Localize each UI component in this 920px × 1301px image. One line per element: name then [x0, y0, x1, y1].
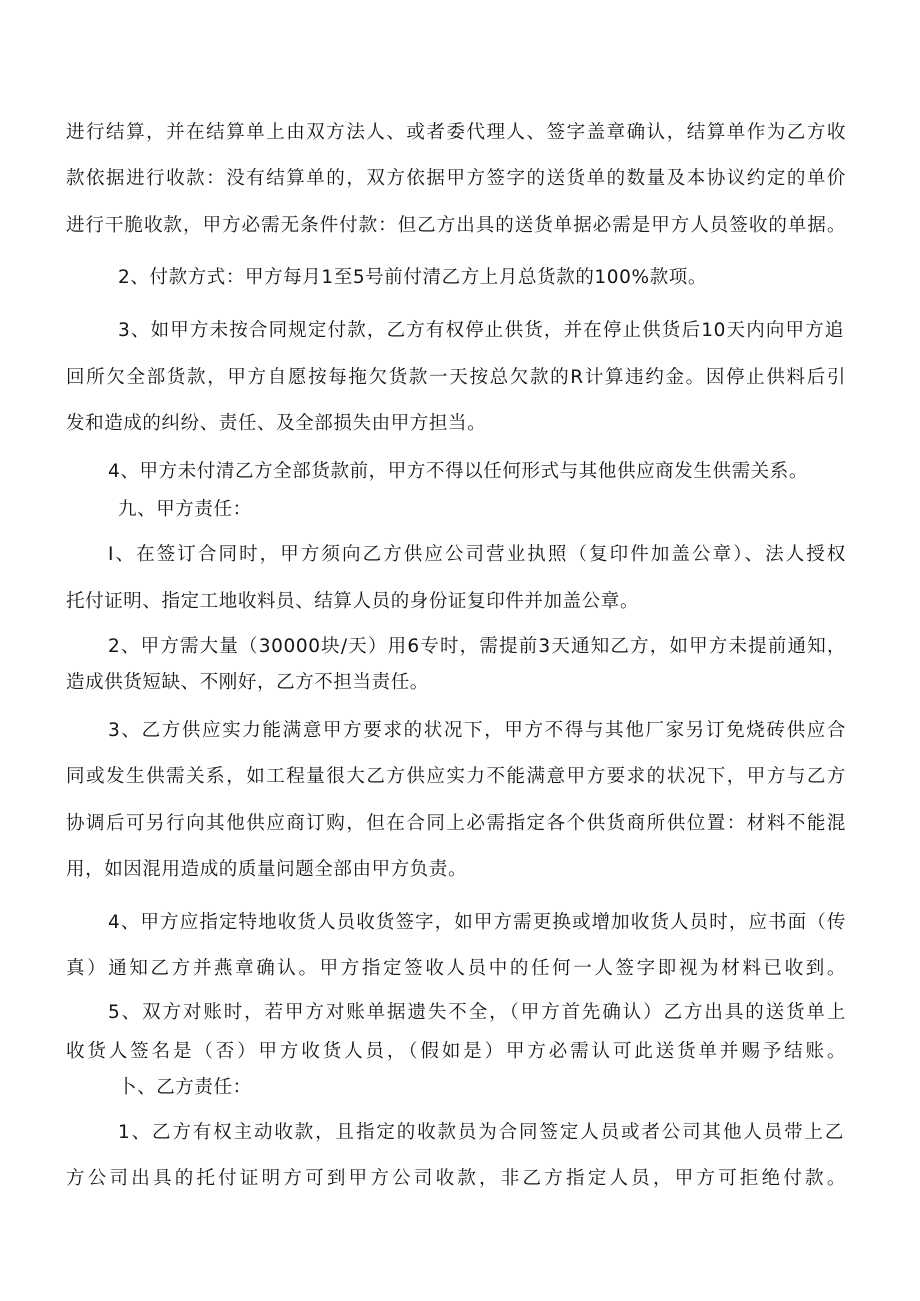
- text-line: 进行结算，并在结算单上由双方法人、或者委代理人、签字盖章确认，结算单作为乙方收: [66, 122, 846, 143]
- section-heading: 九、甲方责任：: [118, 499, 252, 520]
- text-line: 收货人签名是（否）甲方收货人员，（假如是）甲方必需认可此送货单并赐予结账。: [66, 1041, 846, 1062]
- text-line: 2、甲方需大量（30000块/天）用6专时，需提前3天通知乙方，如甲方未提前通知，: [108, 636, 846, 657]
- text-line: 托付证明、指定工地收料员、结算人员的身份证复印件并加盖公章。: [66, 591, 640, 612]
- text-line: 款依据进行收款：没有结算单的，双方依据甲方签字的送货单的数量及本协议约定的单价: [66, 168, 846, 189]
- section-heading: 卜、乙方责任：: [118, 1077, 252, 1098]
- text-line: 用，如因混用造成的质量问题全部由甲方负责。: [66, 859, 468, 880]
- text-line: 真）通知乙方并燕章确认。甲方指定签收人员中的任何一人签字即视为材料已收到。: [66, 958, 846, 979]
- text-line: 发和造成的纠纷、责任、及全部损失由甲方担当。: [66, 413, 487, 434]
- text-line: 3、如甲方未按合同规定付款，乙方有权停止供货，并在停止供货后10天内向甲方追: [118, 320, 844, 341]
- text-line: 造成供货短缺、不刚好，乙方不担当责任。: [66, 672, 429, 693]
- text-line: 4、甲方应指定特地收货人员收货签字，如甲方需更换或增加收货人员时，应书面（传: [108, 912, 846, 933]
- text-line: 协调后可另行向其他供应商订购，但在合同上必需指定各个供货商所供位置：材料不能混: [66, 813, 846, 834]
- text-line: 3、乙方供应实力能满意甲方要求的状况下，甲方不得与其他厂家另订免烧砖供应合: [108, 720, 846, 741]
- text-line: 方公司出具的托付证明方可到甲方公司收款，非乙方指定人员，甲方可拒绝付款。: [66, 1168, 846, 1189]
- text-line: 同或发生供需关系，如工程量很大乙方供应实力不能满意甲方要求的状况下，甲方与乙方: [66, 766, 846, 787]
- text-line: 2、付款方式：甲方每月1至5号前付清乙方上月总货款的100%款项。: [118, 267, 708, 288]
- text-line: 回所欠全部货款，甲方自愿按每拖欠货款一天按总欠款的R计算违约金。因停止供料后引: [66, 367, 846, 388]
- text-line: 5、双方对账时，若甲方对账单据遗失不全，（甲方首先确认）乙方出具的送货单上: [108, 1002, 846, 1023]
- text-line: 4、甲方未付清乙方全部货款前，甲方不得以任何形式与其他供应商发生供需关系。: [108, 461, 808, 482]
- text-line: 1、乙方有权主动收款，且指定的收款员为合同签定人员或者公司其他人员带上乙: [118, 1122, 844, 1143]
- text-line: I、在签订合同时，甲方须向乙方供应公司营业执照（复印件加盖公章）、法人授权: [108, 544, 846, 565]
- text-line: 进行干脆收款，甲方必需无条件付款：但乙方出具的送货单据必需是甲方人员签收的单据。: [66, 215, 846, 236]
